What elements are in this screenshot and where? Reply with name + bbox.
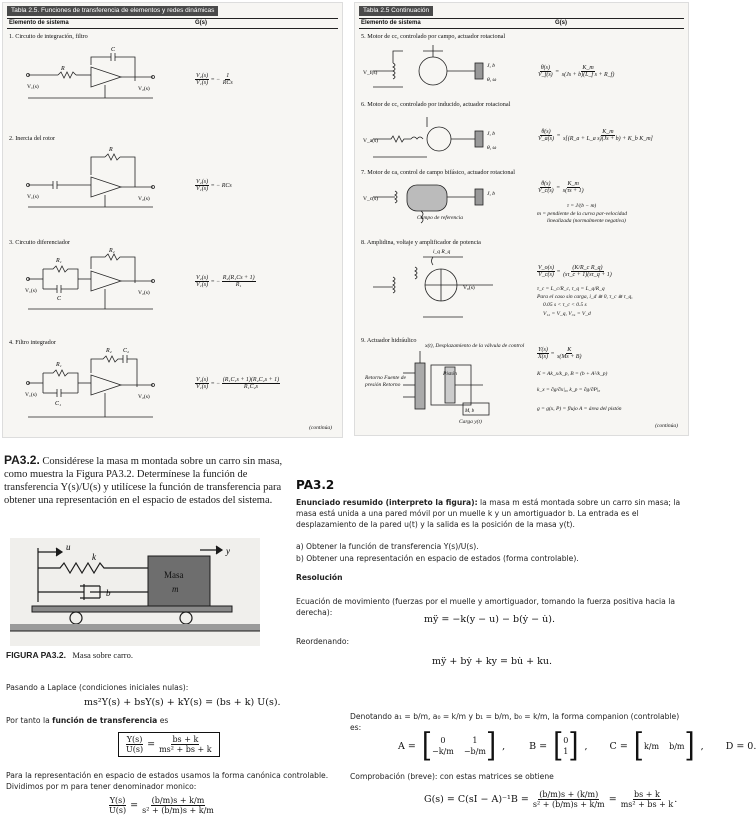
fig-label-m: m (172, 584, 179, 594)
mass-on-cart-figure (10, 538, 260, 646)
book-page-right (354, 2, 689, 436)
motion-text: Ecuación de movimiento (fuerzas por el muelle y amortiguador, tomando la fuerza positiva hacia la derecha): (296, 597, 675, 617)
svg-text:θ, ω: θ, ω (487, 77, 497, 83)
column-header-g: G(s) (195, 20, 207, 26)
column-header-g: G(s) (555, 20, 567, 26)
table-title: Tabla 2.5. Funciones de transferencia de elementos y redes dinámicas (7, 6, 218, 16)
item-title: 1. Circuito de integración, filtro (9, 33, 88, 40)
matrix-c: [ k/m b/m ] (633, 727, 695, 765)
formula-item-3: $\frac{\text{V₂(s)}}{\text{V₁(s)}}$ = − $\frac{\text{R₂(R₁Cs + 1)}}{\text{R₁}}$ (196, 275, 255, 288)
svg-text:V₂(s): V₂(s) (138, 196, 150, 202)
formula-item-1: $\frac{\text{V₂(s)}}{\text{V₁(s)}}$ = − $\frac{1}{\text{RCs}}$ (196, 73, 233, 86)
item-title: 4. Filtro integrador (9, 339, 56, 346)
svg-text:V₁(s): V₁(s) (27, 194, 39, 200)
book-page-left (2, 2, 343, 438)
dc-motor-field-diagram (363, 41, 533, 97)
fig-label-u: u (66, 542, 71, 552)
differentiator-circuit-diagram (23, 247, 173, 317)
svg-text:R: R (109, 147, 113, 153)
equation-motion: mÿ = −k(y − u) − b(ẏ − u̇). (424, 614, 555, 625)
item-title: 3. Circuito diferenciador (9, 239, 70, 246)
note-text: m = pendiente de la curva par-velocidad (537, 211, 628, 217)
formula-item-9: $\frac{Y(s)}{X(s)}$ = $\frac{K}{s(Ms + B)}$ (538, 347, 582, 360)
divider (7, 28, 338, 29)
svg-text:J, b: J, b (487, 191, 495, 197)
svg-text:V₁(s): V₁(s) (25, 288, 37, 294)
note-text: Pistón (443, 371, 458, 377)
svg-text:V₂(s): V₂(s) (138, 86, 150, 92)
column-header-element: Elemento de sistema (9, 20, 69, 26)
transfer-function-boxed: $\frac{Y(s)}{U(s)}$ = $\frac{bs + k}{\text{ms² + bs + k}}$ (118, 732, 220, 757)
svg-text:C₂: C₂ (123, 348, 130, 354)
svg-text:θ, ω: θ, ω (487, 145, 497, 151)
continued-label: (continúa) (309, 425, 332, 431)
integrating-filter-circuit-diagram (23, 347, 173, 423)
resolution-heading: Resolución (296, 573, 343, 582)
continued-label: (continúa) (655, 423, 678, 429)
formula-item-8: $\frac{V\_o(s)}{V\_c(s)}$ = $\frac{\text{(K/R\_c R\_q)}}{(s\tau\_c + 1)(s\tau\_q + 1)}$ (538, 265, 612, 278)
item-title: 9. Actuador hidráulico (361, 337, 417, 344)
note-text: Campo de referencia (417, 215, 464, 221)
fig-label-mass: Masa (164, 570, 184, 580)
check-equation: G(s) = C(sI − A)⁻¹B = $\frac{(b/m)s + (k/m)}{\text{s² + (b/m)s + k/m}}$ = $\frac{bs + k}{\text{ms² + bs + k}}$ . (424, 790, 678, 809)
problem-statement-scan (0, 448, 290, 673)
svg-text:R₁: R₁ (56, 258, 62, 264)
item-title: 5. Motor de cc, controlado por campo, actuador rotacional (361, 33, 506, 40)
formula-item-2: $\frac{\text{V₂(s)}}{\text{V₁(s)}}$ = − RCs (196, 179, 232, 192)
svg-text:V_c(s): V_c(s) (363, 196, 378, 202)
formula-item-6: $\frac{\theta(s)}{V\_a(s)}$ = $\frac{K\_m}{\text{s[(R\_a + L\_a s)(Js + b) + K\_b K\_m]}}$ (538, 129, 653, 142)
svg-text:V_a(s): V_a(s) (363, 138, 378, 144)
note-text: x(t), Desplazamiento de la válvula de control (425, 343, 525, 349)
note-text: Para el caso sin carga, i_d ≅ 0, τ_c ≅ τ_q, (537, 294, 633, 300)
integrator-circuit-diagram (23, 43, 173, 103)
problem-text: PA3.2. Considérese la masa m montada sobre un carro sin masa, como muestra la Figura PA3.2. Determínese la función de transferencia Y(s)/U(s) y utilícese la función de transferencia para obtener una representación en el espacio de estados del sistema. (4, 453, 283, 506)
svg-text:V₀(s): V₀(s) (463, 285, 475, 291)
fig-label-b: b (106, 588, 111, 598)
matrix-b: [ 0 1 ] (553, 727, 579, 765)
divider (7, 18, 338, 19)
fig-label-k: k (92, 552, 96, 562)
formula-item-4: $\frac{\text{V₂(s)}}{\text{V₁(s)}}$ = − $\frac{\text{(R₁C₁s + 1)(R₂C₂s + 1)}}{\text{R₁C₂s}}$ (196, 377, 280, 390)
note-text: K = Ak_x/k_p, B = (b + A²/k_p) (537, 371, 608, 377)
svg-text:V₁(s): V₁(s) (27, 84, 39, 90)
note-text: g = g(x, P) = flujo A = área del pistón (537, 406, 622, 412)
task-a: a) Obtener la función de transferencia Y(s)/U(s). (296, 542, 479, 551)
svg-text:V_f(s): V_f(s) (363, 70, 378, 76)
divider (359, 18, 684, 19)
note-text: τ = J/(b − m) (567, 203, 597, 209)
note-text: Carga y(t) (459, 419, 482, 425)
svg-text:C₁: C₁ (55, 401, 62, 407)
column-header-element: Elemento de sistema (361, 20, 421, 26)
svg-text:J, b: J, b (487, 131, 495, 137)
transfer-function-monic: $\frac{Y(s)}{U(s)}$ = $\frac{(b/m)s + k/m}{\text{s² + (b/m)s + k/m}}$ (109, 796, 214, 815)
figure-caption: FIGURA PA3.2. Masa sobre carro. (6, 650, 134, 660)
check-text: Comprobación (breve): con estas matrices se obtiene (350, 772, 554, 781)
item-title: 7. Motor de ca, control de campo bifásico, actuador rotacional (361, 169, 515, 176)
state-space-intro: Para la representación en espacio de estados usamos la forma canónica controlable. Dividimos por m para tener denominador monico: (6, 771, 329, 791)
fig-label-y: y (226, 546, 230, 556)
amplidyne-diagram (363, 247, 533, 327)
svg-text:R₂: R₂ (109, 248, 115, 254)
svg-text:J, b: J, b (487, 63, 495, 69)
denote-text: Denotando a₁ = b/m, a₀ = k/m y b₁ = b/m, b₀ = k/m, la forma companion (controlable) es: (350, 712, 680, 732)
laplace-text: Pasando a Laplace (condiciones iniciales nulas): (6, 683, 189, 692)
item-title: 2. Inercia del rotor (9, 135, 56, 142)
solution-summary: Enunciado resumido (interpreto la figura): la masa m está montada sobre un carro sin masa; la masa está unida a una pared móvil por un muelle k y un amortiguador b. La entrada es el desplazamiento de la pared u(t) y la salida es la posición de la masa y(t). (296, 498, 681, 529)
rotor-inertia-circuit-diagram (23, 143, 173, 213)
svg-text:C: C (111, 47, 116, 53)
svg-text:R₁: R₁ (56, 362, 62, 368)
note-text: V₁₂ = V_q, V₃₄ = V_d (543, 311, 591, 317)
equation-reordered: mÿ + bẏ + ky = bu̇ + ku. (432, 656, 553, 667)
svg-text:i_q R_q: i_q R_q (433, 249, 451, 255)
task-b: b) Obtener una representación en espacio de estados (forma controlable). (296, 554, 579, 563)
svg-text:R₂: R₂ (106, 348, 112, 354)
table-title: Tabla 2.5 Continuación (359, 6, 433, 16)
tf-intro: Por tanto la función de transferencia es (6, 716, 169, 725)
note-text: Retorno Fuente de presión Retorno (365, 375, 406, 388)
svg-text:V₁(s): V₁(s) (25, 392, 37, 398)
svg-text:C: C (57, 296, 62, 302)
svg-text:V₂(s): V₂(s) (138, 290, 150, 296)
solution-title: PA3.2 (296, 478, 335, 492)
svg-text:R: R (61, 66, 65, 72)
formula-item-7: $\frac{\theta(s)}{V\_c(s)}$ = $\frac{K\_m}{s(\tau s + 1)}$ (538, 181, 584, 194)
divider (359, 28, 684, 29)
item-title: 6. Motor de cc, controlado por inducido, actuador rotacional (361, 101, 511, 108)
note-text: τ_c = L_c/R_c, τ_q = L_q/R_q (537, 286, 605, 292)
note-text: 0.05 s < τ_c < 0.5 s (543, 302, 587, 308)
reorder-text: Reordenando: (296, 637, 350, 646)
state-space-matrices: A = [ 0 1 −k/m −b/m ] , B = [ 0 1 ] , C = [ k/m b/m ] , D = 0. (398, 727, 756, 765)
note-text: k_x = ∂g/∂x|₀, k_p = ∂g/∂P|₀ (537, 387, 601, 393)
item-title: 8. Amplidina, voltaje y amplificador de potencia (361, 239, 481, 246)
matrix-a: [ 0 1 −k/m −b/m ] (421, 727, 497, 765)
formula-item-5: $\frac{\theta(s)}{V\_f(s)}$ = $\frac{K\_m}{\text{s(Js + b)(L\_f s + R\_f)}}$ (538, 65, 615, 78)
note-text: linealizada (normalmente negativa) (547, 218, 626, 224)
dc-motor-armature-diagram (363, 109, 533, 165)
equation-laplace: ms²Y(s) + bsY(s) + kY(s) = (bs + k) U(s). (84, 697, 281, 708)
svg-text:M, b: M, b (465, 409, 475, 414)
svg-text:V₂(s): V₂(s) (138, 394, 150, 400)
